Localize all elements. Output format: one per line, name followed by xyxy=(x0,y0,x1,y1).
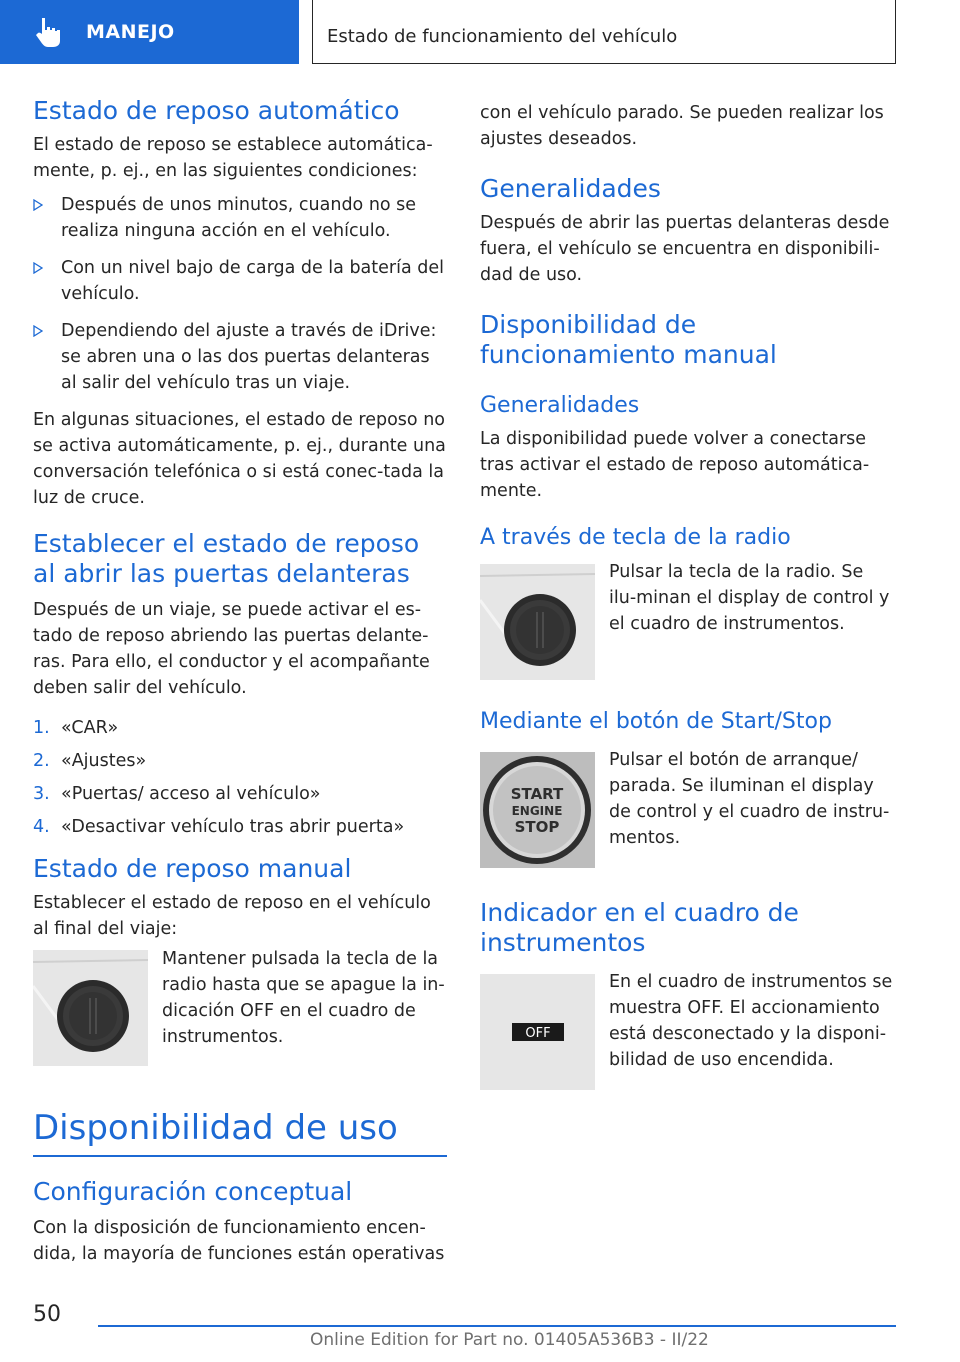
chapter-title-box xyxy=(312,0,896,64)
heading-auto-rest: Estado de reposo automático xyxy=(33,96,400,125)
figure-radio xyxy=(480,564,894,680)
para-continued: con el vehículo parado. Se pueden realizar los ajustes deseados. xyxy=(480,103,884,149)
para-manual-rest: Establecer el estado de reposo en el vehículo al final del viaje: xyxy=(33,893,431,939)
para-general: Después de abrir las puertas delanteras desde fuera, el vehículo se encuentra en disponibili‐dad de uso. xyxy=(480,213,890,285)
list-item: 2. «Ajustes» xyxy=(33,751,147,771)
list-item: Dependiendo del ajuste a través de iDrive: se abren una o las dos puertas delanteras al salir del vehículo tras un viaje. xyxy=(33,318,447,396)
heading-radio: A través de tecla de la radio xyxy=(480,525,791,550)
cluster-off-image xyxy=(480,974,595,1090)
para-no-auto: En algunas situaciones, el estado de reposo no se activa automáticamente, p. ej., durante una conversación telefónica o si está conec‐tada la luz de cruce. xyxy=(33,410,446,508)
heading-start-stop: Mediante el botón de Start/Stop xyxy=(480,709,832,734)
para-general-2: La disponibilidad puede volver a conectarse tras activar el estado de reposo automática‐mente. xyxy=(480,429,870,501)
svg-text:STOP: STOP xyxy=(514,818,560,836)
bullet-list xyxy=(33,192,447,396)
footer-rule xyxy=(98,1325,896,1327)
triangle-bullet-icon xyxy=(33,262,43,274)
heading-availability: Disponibilidad de uso xyxy=(33,1108,398,1148)
chapter-title: Estado de funcionamiento del vehículo xyxy=(327,26,678,47)
heading-manual-rest: Estado de reposo manual xyxy=(33,854,352,883)
para-auto-rest: El estado de reposo se establece automática‐mente, p. ej., en las siguientes condiciones: xyxy=(33,135,433,181)
svg-text:OFF: OFF xyxy=(525,1026,551,1041)
list-item: 3. «Puertas/ acceso al vehículo» xyxy=(33,784,321,804)
heading-general: Generalidades xyxy=(480,174,661,203)
para-doors: Después de un viaje, se puede activar el es‐tado de reposo abriendo las puertas delante‐ras. Para ello, el conductor y el acompañante deben salir del vehículo. xyxy=(33,600,430,698)
para-concept: Con la disposición de funcionamiento encen‐dida, la mayoría de funciones están operativas xyxy=(33,1217,445,1264)
hand-icon xyxy=(33,15,67,49)
heading-concept: Configuración conceptual xyxy=(33,1176,353,1206)
list-item: 1. «CAR» xyxy=(33,718,119,738)
figure-caption: En el cuadro de instrumentos se muestra OFF. El accionamiento está desconectado y la disponi‐bilidad de uso encendida. xyxy=(609,972,893,1070)
heading-rule xyxy=(33,1155,447,1157)
figure-radio-manual xyxy=(33,950,447,1066)
page-number: 50 xyxy=(33,1302,61,1327)
section-label: MANEJO xyxy=(86,21,175,43)
start-stop-button-image xyxy=(480,752,595,868)
triangle-bullet-icon xyxy=(33,325,43,337)
heading-doors: Establecer el estado de reposo al abrir las puertas delanteras xyxy=(33,529,420,588)
list-item: Con un nivel bajo de carga de la batería del vehículo. xyxy=(33,255,447,307)
svg-text:START: START xyxy=(510,785,564,803)
figure-caption: Pulsar la tecla de la radio. Se ilu‐minan el display de control y el cuadro de instrumentos. xyxy=(609,562,890,634)
figure-start-stop xyxy=(480,752,894,868)
figure-off-indicator xyxy=(480,974,894,1090)
heading-manual-availability: Disponibilidad de funcionamiento manual xyxy=(480,310,777,369)
list-item: 4. «Desactivar vehículo tras abrir puerta» xyxy=(33,817,405,837)
right-column xyxy=(480,100,894,1090)
steps-list xyxy=(33,715,447,840)
figure-caption: Pulsar el botón de arranque/ parada. Se iluminan el display de control y el cuadro de instru‐mentos. xyxy=(609,750,890,848)
section-tab xyxy=(0,0,299,64)
triangle-bullet-icon xyxy=(33,199,43,211)
figure-caption: Mantener pulsada la tecla de la radio hasta que se apague la in‐dicación OFF en el cuadro de instrumentos. xyxy=(162,949,445,1047)
footer-edition: Online Edition for Part no. 01405A536B3 - II/22 xyxy=(310,1330,709,1350)
svg-text:ENGINE: ENGINE xyxy=(511,804,563,818)
left-column xyxy=(33,96,447,1267)
list-item: Después de unos minutos, cuando no se realiza ninguna acción en el vehículo. xyxy=(33,192,447,244)
heading-general-2: Generalidades xyxy=(480,393,640,418)
heading-indicator: Indicador en el cuadro de instrumentos xyxy=(480,898,799,957)
radio-knob-image xyxy=(480,564,595,680)
radio-knob-image xyxy=(33,950,148,1066)
